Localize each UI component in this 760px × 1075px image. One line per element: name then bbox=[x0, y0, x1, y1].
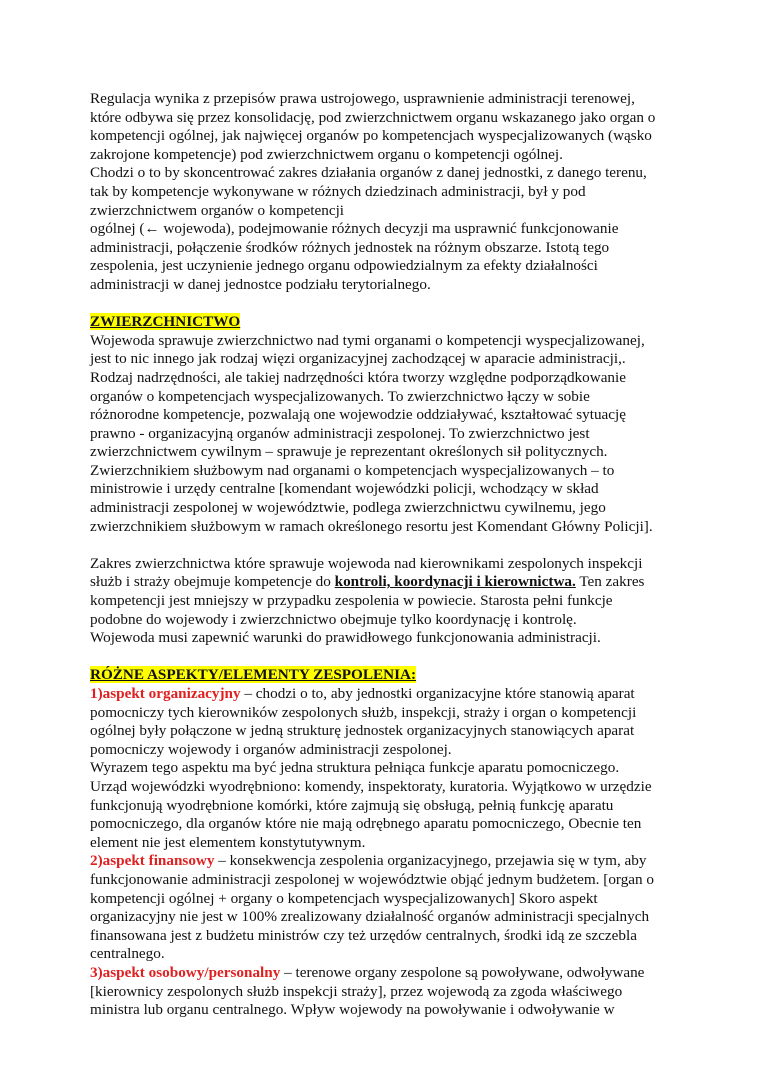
aspekt-organizacyjny bbox=[90, 685, 682, 852]
text-line: funkcjonowanie administracji zespolonej w województwie objąć jednym budżetem. [organ o bbox=[90, 870, 655, 888]
intro-paragraph bbox=[90, 90, 682, 295]
text-line: administracji zespolonej w województwie, podlega zwierzchnictwu cywilnemu, jego bbox=[90, 499, 606, 517]
text-line: administracji, połączenie środków różnych jednostek na różnym obszarze. Istotą tego bbox=[90, 238, 610, 256]
text-line: tak by kompetencje wykonywane w różnych dziedzinach administracji, był y pod bbox=[90, 182, 586, 200]
section-heading-zwierzchnictwo: ZWIERZCHNICTWO bbox=[90, 313, 241, 331]
zakres-rest bbox=[90, 592, 682, 648]
text-line: funkcjonują wyodrębnione komórki, które zajmują się obsługą, pełnią funkcję aparatu bbox=[90, 796, 614, 814]
text-line: Rodzaj nadrzędności, ale takiej nadrzędności która tworzy względne podporządkowanie bbox=[90, 368, 626, 386]
text-line: [kierownicy zespolonych służb inspekcji straży], przez wojewodą za zgoda właściwego bbox=[90, 982, 623, 1000]
text-line: które odbywa się przez konsolidację, pod zwierzchnictwem organu wskazanego jako organ o bbox=[90, 108, 656, 126]
text-line: różnorodne kompetencje, pozwalają one wojewodzie oddziaływać, kształtować sytuację bbox=[90, 406, 626, 424]
text-line bbox=[90, 573, 682, 592]
text-line: kompetencji jest mniejszy w przypadku zespolenia w powiecie. Starosta pełni funkcje bbox=[90, 592, 613, 610]
text-line: zwierzchnictwem organów o kompetencji bbox=[90, 201, 345, 219]
text-line: Urząd wojewódzki wyodrębniono: komendy, inspektoraty, kuratoria. Wyjątkowo w urzędzie bbox=[90, 777, 652, 795]
text-line: ogólnej (← wojewoda), podejmowanie różnych decyzji ma usprawnić funkcjonowanie bbox=[90, 220, 619, 238]
text-line: Wojewoda sprawuje zwierzchnictwo nad tymi organami o kompetencji wyspecjalizowanej, bbox=[90, 331, 645, 349]
text-line: element nie jest elementem konstytutywnym. bbox=[90, 833, 366, 851]
text-line bbox=[90, 685, 682, 704]
zakres-paragraph bbox=[90, 555, 682, 648]
text-line: Zakres zwierzchnictwa które sprawuje wojewoda nad kierownikami zespolonych inspekcji bbox=[90, 554, 643, 572]
text-line: kompetencji ogólnej + organy o kompetencjach wyspecjalizowanych] Skoro aspekt bbox=[90, 889, 598, 907]
text-line: pomocniczy tych kierowników zespolonych służb, inspekcji, straży i organ o kompetencji bbox=[90, 703, 637, 721]
text-line: zwierzchnikiem służbowym w ramach określonego resortu jest Komendant Główny Policji]. bbox=[90, 517, 653, 535]
text-line: Zwierzchnikiem służbowym nad organami o kompetencjach wyspecjalizowanych – to bbox=[90, 461, 615, 479]
aspekt-label: 2)aspekt finansowy bbox=[90, 852, 215, 870]
text-line: jest to nic innego jak rodzaj więzi organizacyjnej zachodzącej w aparacie administracji,. bbox=[90, 350, 626, 368]
paragraph-gap bbox=[90, 648, 682, 667]
text-run: – konsekwencja zespolenia organizacyjnego, przejawia się w tym, aby bbox=[214, 852, 647, 870]
text-line: prawno - organizacyjną organów administracji zespolonej. To zwierzchnictwo jest bbox=[90, 424, 590, 442]
text-line: organizacyjny nie jest w 100% zrealizowany działalność organów administracji specjalnych bbox=[90, 908, 650, 926]
text-line: kompetencji ogólnej, jak najwięcej organów po kompetencjach wyspecjalizowanych (wąsko bbox=[90, 127, 652, 145]
text-line: podobne do wojewody i zwierzchnictwo obejmuje tylko koordynację i kontrolę. bbox=[90, 610, 577, 628]
text-run: – terenowe organy zespolone są powoływane, odwoływane bbox=[280, 963, 645, 981]
emphasis-kontroli: kontroli, koordynacji i kierownictwa. bbox=[334, 573, 576, 591]
aspekt-osobowy bbox=[90, 964, 682, 1020]
paragraph-gap bbox=[90, 536, 682, 555]
aspekt-finansowy bbox=[90, 852, 682, 964]
text-line: Chodzi o to by skoncentrować zakres działania organów z danej jednostki, z danego terenu, bbox=[90, 164, 647, 182]
text-line bbox=[90, 964, 682, 983]
text-line: finansowana jest z budżetu ministrów czy też urzędów centralnych, środki idą ze szczebla bbox=[90, 926, 637, 944]
text-line: zwierzchnictwem cywilnym – sprawuje je reprezentant określonych sił politycznych. bbox=[90, 443, 608, 461]
section-heading-aspekty: RÓŻNE ASPEKTY/ELEMENTY ZESPOLENIA: bbox=[90, 666, 417, 684]
document-page bbox=[90, 90, 682, 1020]
text-line: zespolenia, jest uczynienie jednego organu odpowiedzialnym za efekty działalności bbox=[90, 257, 598, 275]
paragraph-gap bbox=[90, 295, 682, 314]
section-heading-line bbox=[90, 666, 682, 685]
text-line: pomocniczy wojewody i organów administracji zespolonej. bbox=[90, 740, 452, 758]
text-line: ogólnej były połączone w jedną strukturę jednostek organizacyjnych stanowiących aparat bbox=[90, 722, 635, 740]
aspekt-body bbox=[90, 704, 682, 853]
aspekt-body bbox=[90, 871, 682, 964]
text-line bbox=[90, 852, 682, 871]
text-line: pomocniczego, dla organów które nie mają odrębnego aparatu pomocniczego, Obecnie ten bbox=[90, 815, 642, 833]
aspekt-label: 1)aspekt organizacyjny bbox=[90, 685, 241, 702]
text-run: Ten zakres bbox=[575, 573, 645, 591]
section-heading-line bbox=[90, 313, 682, 332]
text-line: organów o kompetencjach wyspecjalizowanych. To zwierzchnictwo łączy w sobie bbox=[90, 387, 590, 405]
text-line: ministrowie i urzędy centralne [komendant wojewódzki policji, wchodzący w skład bbox=[90, 480, 599, 498]
text-line: centralnego. bbox=[90, 945, 165, 963]
text-line: ministra lub organu centralnego. Wpływ wojewody na powoływanie i odwoływanie w bbox=[90, 1001, 615, 1019]
text-line: Wyrazem tego aspektu ma być jedna struktura pełniąca funkcje aparatu pomocniczego. bbox=[90, 759, 620, 777]
text-line: Wojewoda musi zapewnić warunki do prawidłowego funkcjonowania administracji. bbox=[90, 629, 601, 647]
text-line: administracji w danej jednostce podziału terytorialnego. bbox=[90, 275, 431, 293]
aspekt-label: 3)aspekt osobowy/personalny bbox=[90, 963, 281, 981]
text-run: służb i straży obejmuje kompetencje do bbox=[90, 573, 335, 591]
zwierzchnictwo-paragraph bbox=[90, 332, 682, 537]
text-line: Regulacja wynika z przepisów prawa ustrojowego, usprawnienie administracji terenowej, bbox=[90, 90, 635, 107]
aspekt-body bbox=[90, 983, 682, 1020]
text-run: – chodzi o to, aby jednostki organizacyjne które stanowią aparat bbox=[240, 685, 635, 702]
text-line: zakrojone kompetencje) pod zwierzchnictwem organu o kompetencji ogólnej. bbox=[90, 145, 563, 163]
